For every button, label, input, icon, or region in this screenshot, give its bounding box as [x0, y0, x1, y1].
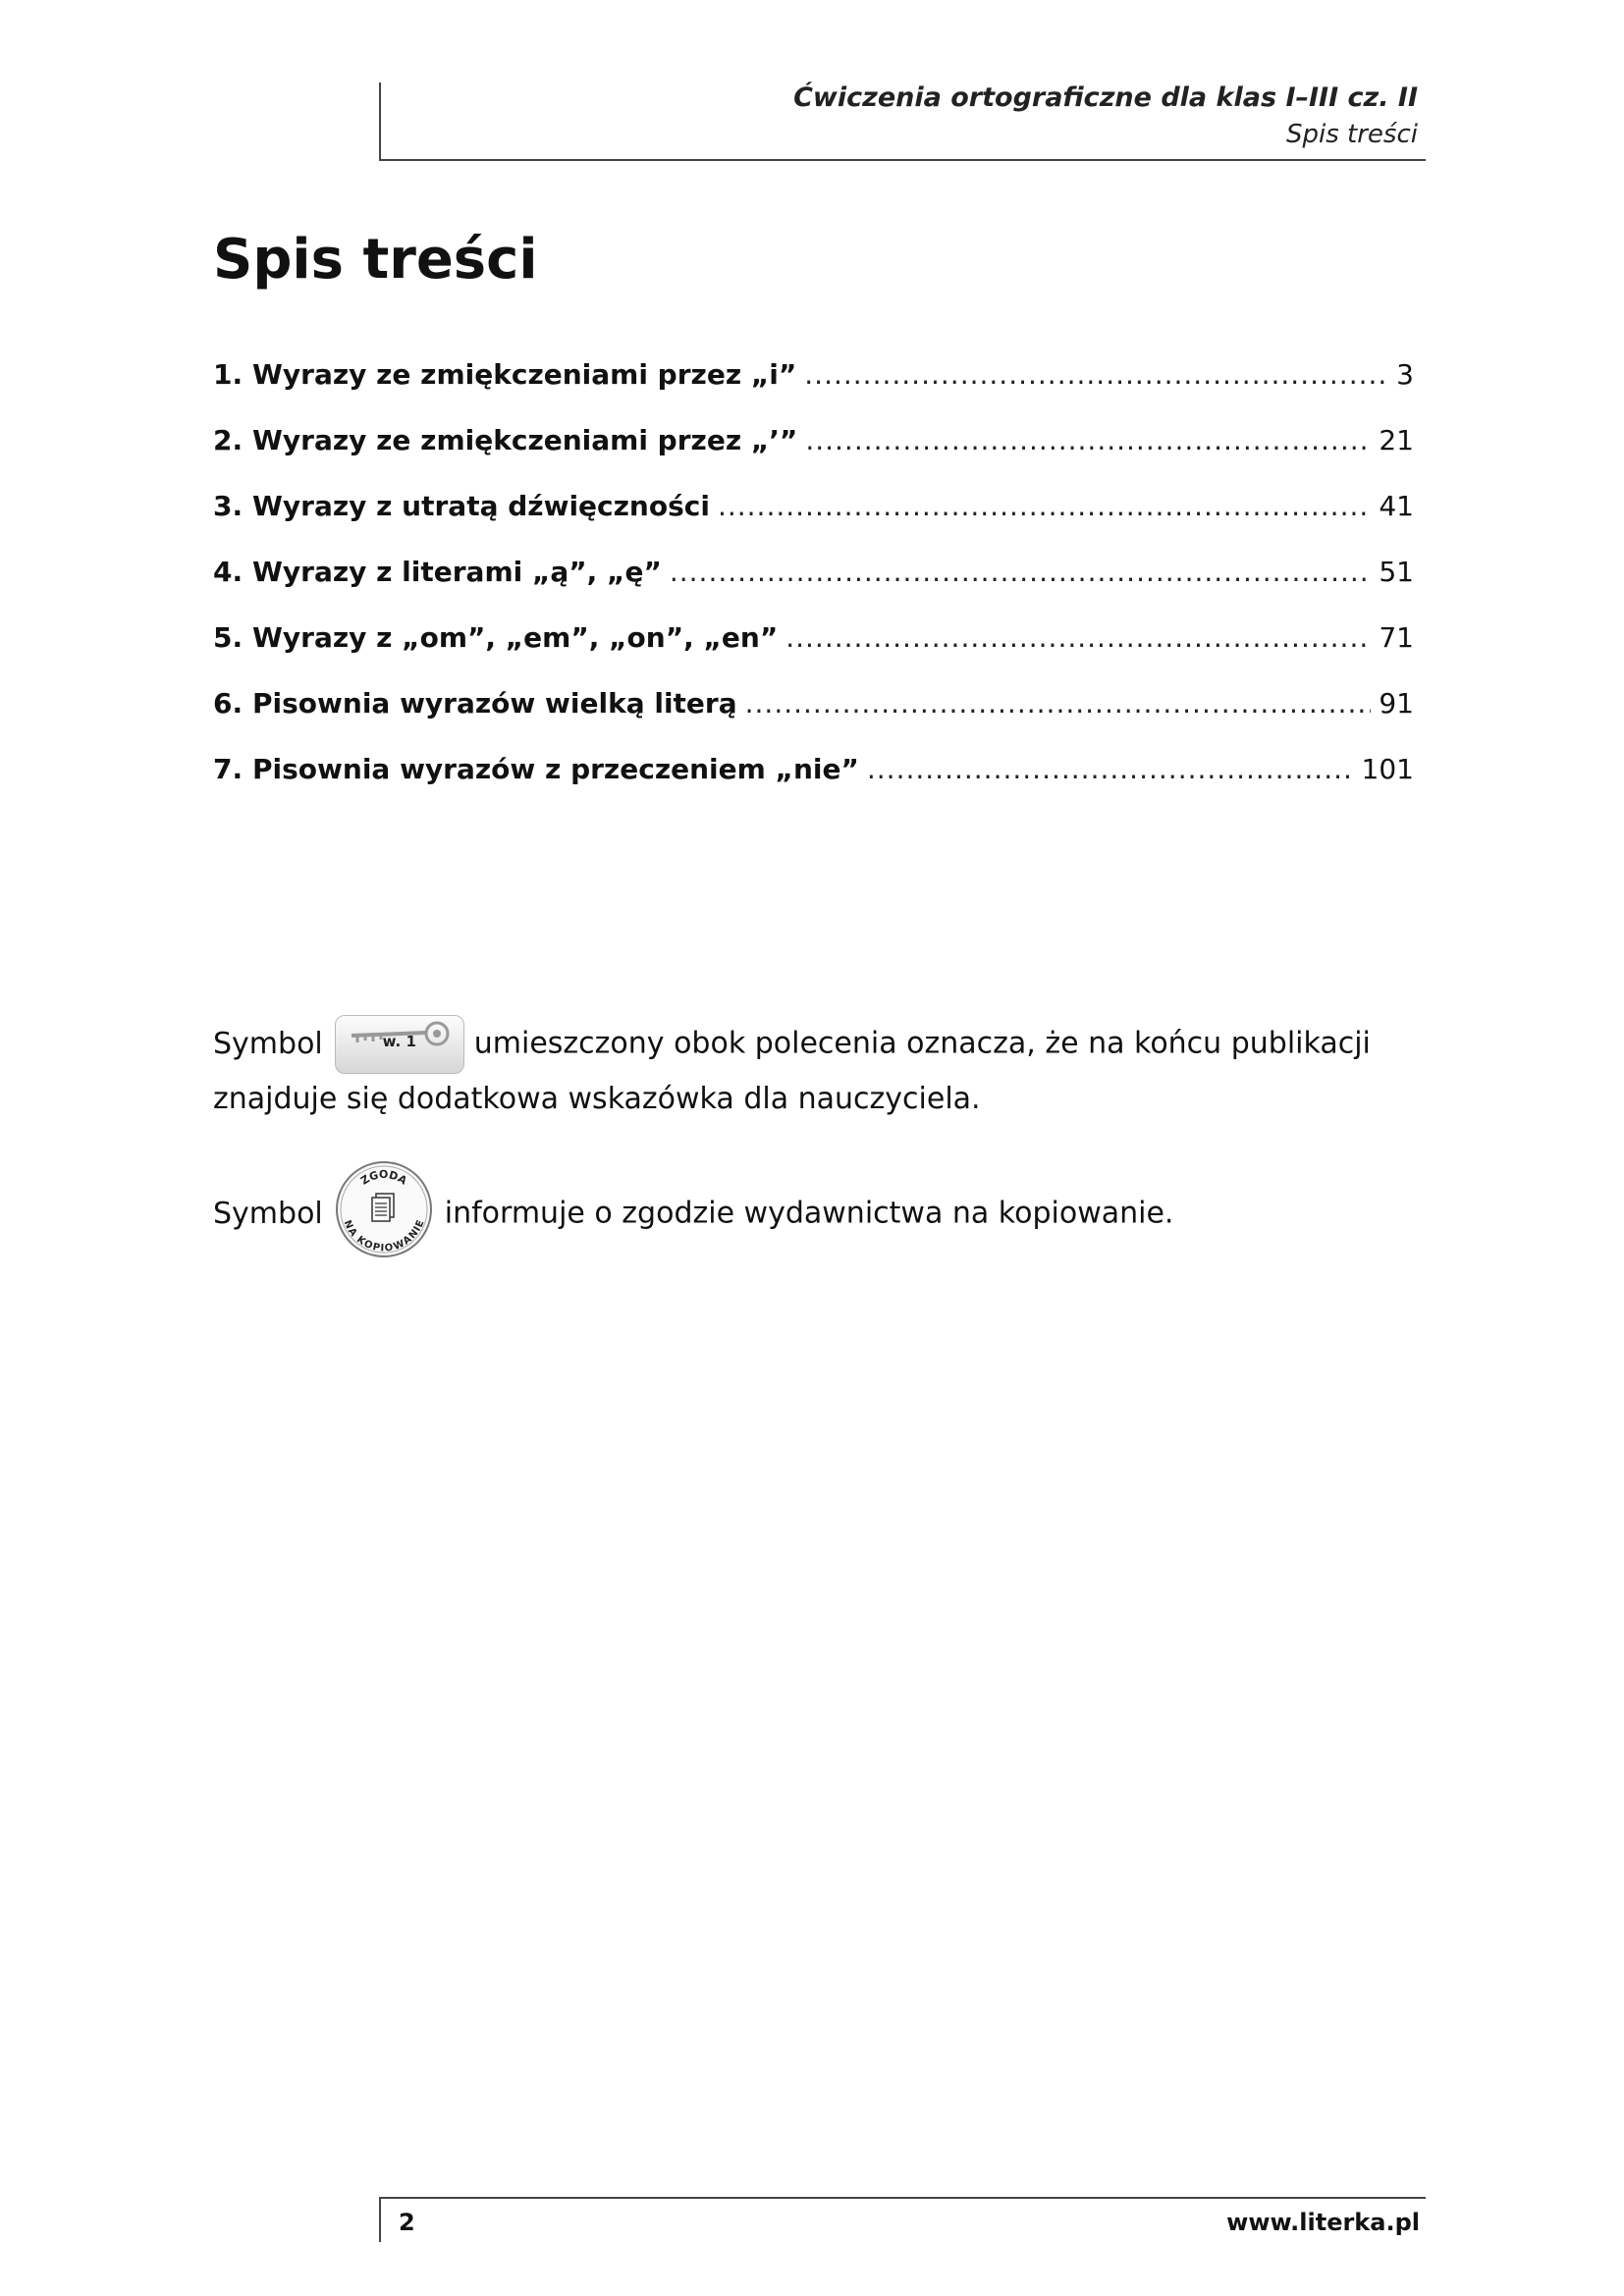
toc-leader-dots — [785, 621, 1371, 654]
stamp-symbol-note — [213, 1167, 1426, 1255]
symbol-word: Symbol — [213, 1197, 323, 1231]
toc-number: 5. — [213, 621, 244, 654]
toc-entry-3[interactable] — [213, 490, 1414, 556]
symbol-word: Symbol — [213, 1027, 323, 1061]
toc-label: Pisownia wyrazów z przeczeniem „nie” — [252, 753, 859, 785]
table-of-contents — [213, 358, 1414, 819]
toc-label: Wyrazy z utratą dźwięczności — [252, 490, 710, 522]
book-title: Ćwiczenia ortograficzne dla klas I–III cz. II — [793, 82, 1418, 113]
toc-leader-dots — [804, 358, 1388, 391]
website-link[interactable]: www.literka.pl — [1226, 2209, 1420, 2236]
toc-entry-5[interactable] — [213, 621, 1414, 687]
toc-page-number: 41 — [1379, 490, 1414, 522]
toc-page-number: 51 — [1379, 556, 1414, 588]
toc-leader-dots — [718, 490, 1371, 522]
stamp-top-text: ZGODA — [357, 1167, 409, 1188]
stamp-note-text: informuje o zgodzie wydawnictwa na kopiowanie. — [444, 1196, 1174, 1231]
toc-label: Wyrazy z literami „ą”, „ę” — [252, 556, 662, 588]
toc-page-number: 91 — [1379, 687, 1414, 720]
toc-number: 7. — [213, 753, 244, 785]
toc-number: 3. — [213, 490, 244, 522]
key-icon — [335, 1015, 464, 1074]
key-symbol-note — [213, 1015, 1426, 1125]
toc-entry-6[interactable] — [213, 687, 1414, 753]
toc-leader-dots — [670, 556, 1372, 588]
toc-page-number: 3 — [1396, 358, 1414, 391]
page-number: 2 — [399, 2209, 415, 2236]
toc-leader-dots — [805, 424, 1371, 456]
toc-label: Wyrazy ze zmiękczeniami przez „’” — [252, 424, 798, 456]
toc-entry-7[interactable] — [213, 753, 1414, 819]
stamp-bottom-text: NA KOPIOWANIE — [341, 1218, 427, 1255]
toc-number: 2. — [213, 424, 244, 456]
toc-entry-4[interactable] — [213, 556, 1414, 621]
toc-entry-1[interactable] — [213, 358, 1414, 424]
toc-page-number: 71 — [1379, 621, 1414, 654]
key-note-text: umieszczony obok polecenia oznacza, że na końcu publikacji znajduje się dodatkowa wskazówka dla nauczyciela. — [213, 1026, 1371, 1116]
key-badge-label: w. 1 — [382, 1033, 416, 1050]
page-footer — [379, 2197, 1426, 2242]
toc-label: Pisownia wyrazów wielką literą — [252, 687, 737, 720]
toc-leader-dots — [745, 687, 1372, 720]
toc-page-number: 21 — [1379, 424, 1414, 456]
toc-leader-dots — [867, 753, 1354, 785]
toc-label: Wyrazy z „om”, „em”, „on”, „en” — [252, 621, 779, 654]
toc-number: 1. — [213, 358, 244, 391]
page-title: Spis treści — [213, 228, 538, 292]
toc-number: 6. — [213, 687, 244, 720]
running-header — [379, 82, 1426, 161]
toc-label: Wyrazy ze zmiękczeniami przez „i” — [252, 358, 797, 391]
copy-permission-stamp-icon — [333, 1158, 435, 1260]
section-title: Spis treści — [1286, 120, 1418, 149]
toc-number: 4. — [213, 556, 244, 588]
toc-page-number: 101 — [1361, 753, 1414, 785]
toc-entry-2[interactable] — [213, 424, 1414, 490]
